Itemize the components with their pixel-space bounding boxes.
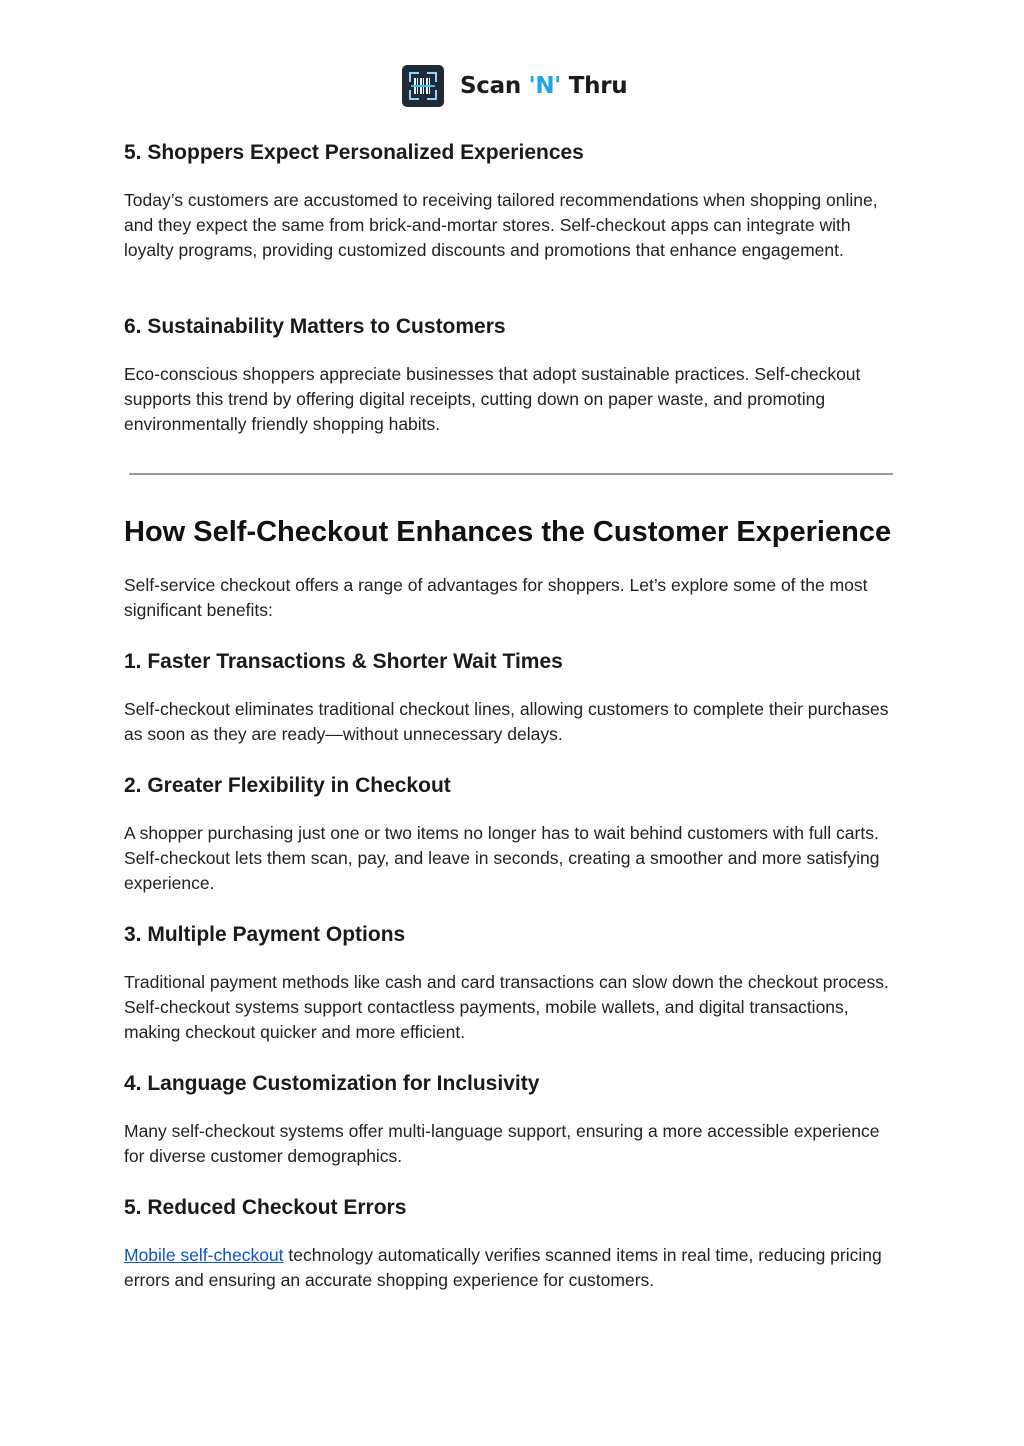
- benefit-heading: 1. Faster Transactions & Shorter Wait Times: [124, 650, 563, 673]
- benefit-paragraph: [124, 1243, 904, 1293]
- section-paragraph: Eco-conscious shoppers appreciate businesses that adopt sustainable practices. Self-checkout supports this trend by offering digital receipts, cutting down on paper waste, and promoting environmentally friendly shopping habits.: [124, 364, 861, 434]
- section-divider: [129, 473, 893, 475]
- benefit-paragraph: Many self-checkout systems offer multi-language support, ensuring a more accessible experience for diverse customer demographics.: [124, 1121, 880, 1166]
- section-heading: 6. Sustainability Matters to Customers: [124, 315, 506, 338]
- section-heading: 5. Shoppers Expect Personalized Experiences: [124, 141, 584, 164]
- barcode-scanner-icon: [402, 65, 444, 107]
- benefit-paragraph: A shopper purchasing just one or two items no longer has to wait behind customers with full carts. Self-checkout lets them scan, pay, and leave in seconds, creating a smoother and more satisfying experience.: [124, 823, 880, 893]
- main-title: How Self-Checkout Enhances the Customer Experience: [124, 516, 892, 548]
- mobile-self-checkout-link[interactable]: Mobile self-checkout: [124, 1245, 284, 1265]
- benefit-paragraph-text: technology automatically verifies scanned items in real time, reducing pricing errors and ensuring an accurate shopping experience for customers.: [124, 1245, 882, 1290]
- benefit-paragraph: Traditional payment methods like cash and card transactions can slow down the checkout process. Self-checkout systems support contactless payments, mobile wallets, and digital transactions, making checkout quicker and more efficient.: [124, 972, 889, 1042]
- benefit-heading: 5. Reduced Checkout Errors: [124, 1196, 407, 1219]
- benefit-heading: 4. Language Customization for Inclusivity: [124, 1072, 540, 1095]
- brand-name: Scan 'N' Thru: [460, 73, 628, 99]
- benefit-heading: 2. Greater Flexibility in Checkout: [124, 774, 451, 797]
- intro-paragraph: Self-service checkout offers a range of advantages for shoppers. Let’s explore some of the most significant benefits:: [124, 575, 868, 620]
- benefit-heading: 3. Multiple Payment Options: [124, 923, 406, 946]
- benefit-paragraph: Self-checkout eliminates traditional checkout lines, allowing customers to complete their purchases as soon as they are ready—without unnecessary delays.: [124, 699, 889, 744]
- brand-logo: [402, 64, 627, 108]
- section-paragraph: Today’s customers are accustomed to receiving tailored recommendations when shopping online, and they expect the same from brick-and-mortar stores. Self-checkout apps can integrate with loyalty programs, providing customized discounts and promotions that enhance engagement.: [124, 190, 878, 260]
